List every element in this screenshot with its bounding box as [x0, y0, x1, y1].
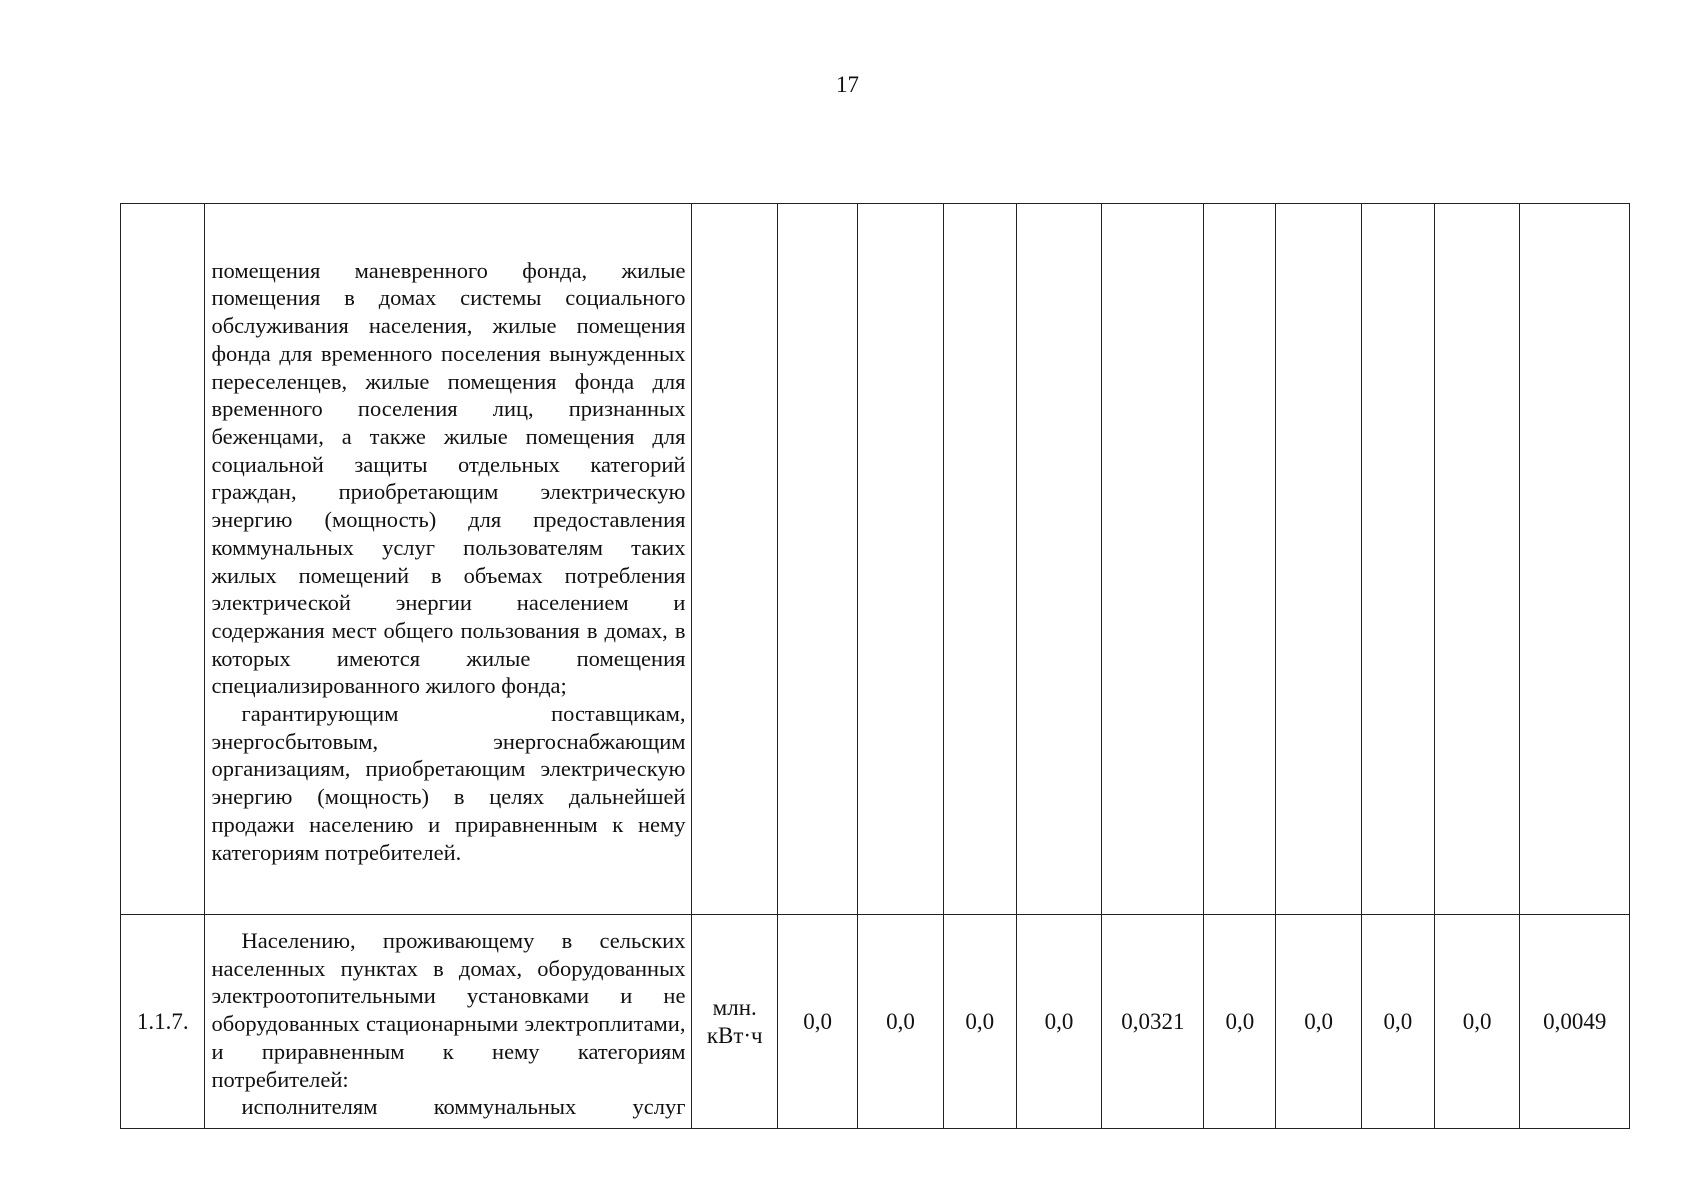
value-cell: 0,0: [943, 915, 1016, 1129]
value-cell: [858, 204, 944, 915]
page-number: 17: [836, 72, 859, 97]
description-paragraph: гарантирующим поставщикам, энергосбытовым, энергоснабжающим организациям, приобретающим электрическую энергию (мощность) в целях дальнейшей продажи населению и приравненным к нему категориям потребителей.: [211, 701, 686, 865]
value-cell: [1434, 204, 1520, 915]
table-row: [121, 204, 1630, 915]
value-cell: 0,0: [777, 915, 857, 1129]
value-cell: 0,0: [858, 915, 944, 1129]
description-cell: [205, 915, 692, 1129]
value-cell: [1520, 204, 1630, 915]
value-cell: 0,0: [1434, 915, 1520, 1129]
value-cell: 0,0: [1204, 915, 1276, 1129]
description-paragraph: помещения маневренного фонда, жилые помещения в домах системы социального обслуживания населения, жилые помещения фонда для временного поселения вынужденных переселенцев, жилые помещения фонда для временного поселения лиц, признанных беженцами, а также жилые помещения для социальной защиты отдельных категорий граждан, приобретающим электрическую энергию (мощность) для предоставления коммунальных услуг пользователям таких жилых помещений в объемах потребления электрической энергии населением и содержания мест общего пользования в домах, в которых имеются жилые помещения специализированного жилого фонда;: [211, 257, 686, 699]
unit-cell: [692, 204, 778, 915]
value-cell: 0,0049: [1520, 915, 1630, 1129]
value-cell: 0,0: [1276, 915, 1362, 1129]
value-cell: [1276, 204, 1362, 915]
value-cell: [777, 204, 857, 915]
table-row: [121, 915, 1630, 1129]
description-paragraph: исполнителям коммунальных услуг: [241, 1094, 686, 1120]
value-cell: [1016, 204, 1102, 915]
row-number-cell: 1.1.7.: [121, 915, 205, 1129]
value-cell: [1102, 204, 1204, 915]
description-paragraph: Населению, проживающему в сельских населенных пунктах в домах, оборудованных электроотопительными установками и не оборудованных стационарными электроплитами, и приравненным к нему категориям потребителей:: [211, 928, 686, 1092]
description-cell: [205, 204, 692, 915]
value-cell: 0,0: [1361, 915, 1434, 1129]
value-cell: 0,0: [1016, 915, 1102, 1129]
row-number-cell: [121, 204, 205, 915]
value-cell: 0,0321: [1102, 915, 1204, 1129]
unit-cell: млн. кВт·ч: [692, 915, 778, 1129]
tariff-table: [120, 203, 1630, 1129]
value-cell: [1361, 204, 1434, 915]
value-cell: [943, 204, 1016, 915]
value-cell: [1204, 204, 1276, 915]
